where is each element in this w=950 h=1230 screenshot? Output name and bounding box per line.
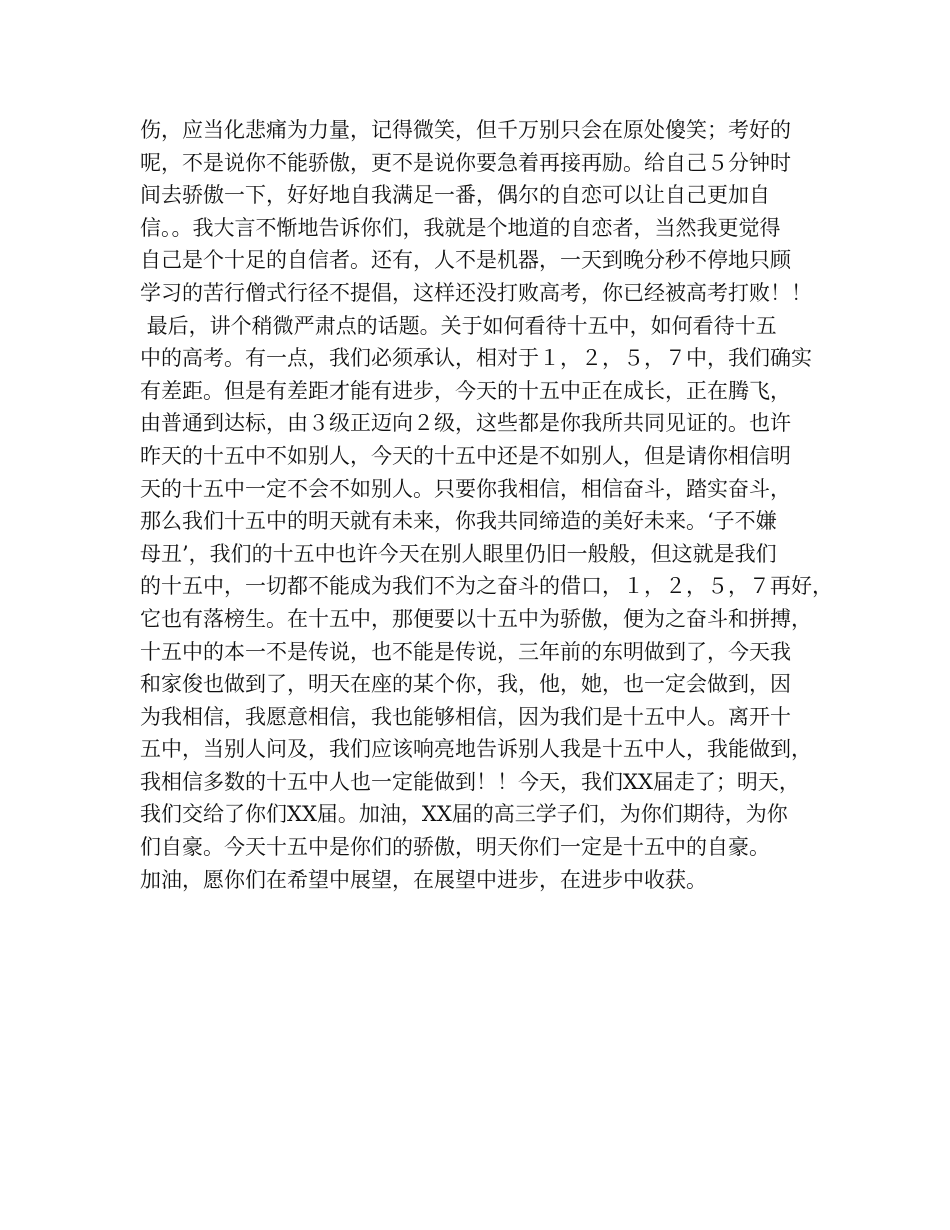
text-line: 间去骄傲一下，好好地自我满足一番，偶尔的自恋可以让自己更加自 [140, 183, 770, 208]
text-line: 昨天的十五中不如别人，今天的十五中还是不如别人，但是请你相信明 [140, 443, 791, 468]
text-line: 最后，讲个稍微严肃点的话题。关于如何看待十五中，如何看待十五 [140, 313, 777, 338]
text-line: 我相信多数的十五中人也一定能做到！！今天，我们XX届走了；明天， [140, 769, 800, 794]
text-line: 天的十五中一定不会不如别人。只要你我相信，相信奋斗，踏实奋斗， [140, 476, 791, 501]
text-line: 那么我们十五中的明天就有未来，你我共同缔造的美好未来。‘子不嫌 [140, 509, 777, 534]
text-line: 自己是个十足的自信者。还有，人不是机器，一天到晚分秒不停地只顾 [140, 248, 791, 273]
body-text [140, 114, 840, 896]
text-line: 由普通到达标，由３级正迈向２级，这些都是你我所共同见证的。也许 [140, 411, 791, 436]
text-line: 十五中的本一不是传说，也不能是传说，三年前的东明做到了，今天我 [140, 639, 791, 664]
text-line: 信。。我大言不惭地告诉你们，我就是个地道的自恋者，当然我更觉得 [140, 215, 781, 240]
text-line: 五中，当别人问及，我们应该响亮地告诉别人我是十五中人，我能做到， [140, 737, 812, 762]
text-line: 母丑’，我们的十五中也许今天在别人眼里仍旧一般般，但这就是我们 [140, 541, 777, 566]
text-line: 有差距。但是有差距才能有进步，今天的十五中正在成长，正在腾飞， [140, 378, 791, 403]
text-line: 它也有落榜生。在十五中，那便要以十五中为骄傲，便为之奋斗和拼搏， [140, 606, 812, 631]
text-line: 学习的苦行僧式行径不提倡，这样还没打败高考，你已经被高考打败！！ [140, 280, 812, 305]
text-line: 和家俊也做到了，明天在座的某个你，我，他，她，也一定会做到，因 [140, 672, 791, 697]
text-line: 呢，不是说你不能骄傲，更不是说你要急着再接再励。给自己５分钟时 [140, 150, 791, 175]
text-line: 中的高考。有一点，我们必须承认，相对于１，２，５，７中，我们确实 [140, 346, 812, 371]
text-line: 我们交给了你们XX届。加油，XX届的高三学子们，为你们期待，为你 [140, 802, 788, 827]
text-line: 伤，应当化悲痛为力量，记得微笑，但千万别只会在原处傻笑；考好的 [140, 118, 791, 142]
text-line: 加油，愿你们在希望中展望，在展望中进步，在进步中收获。 [140, 867, 707, 892]
text-line: 的十五中，一切都不能成为我们不为之奋斗的借口，１，２，５，７再好， [140, 574, 833, 599]
text-line: 为我相信，我愿意相信，我也能够相信，因为我们是十五中人。离开十 [140, 704, 791, 729]
text-line: 们自豪。今天十五中是你们的骄傲，明天你们一定是十五中的自豪。 [140, 835, 770, 860]
